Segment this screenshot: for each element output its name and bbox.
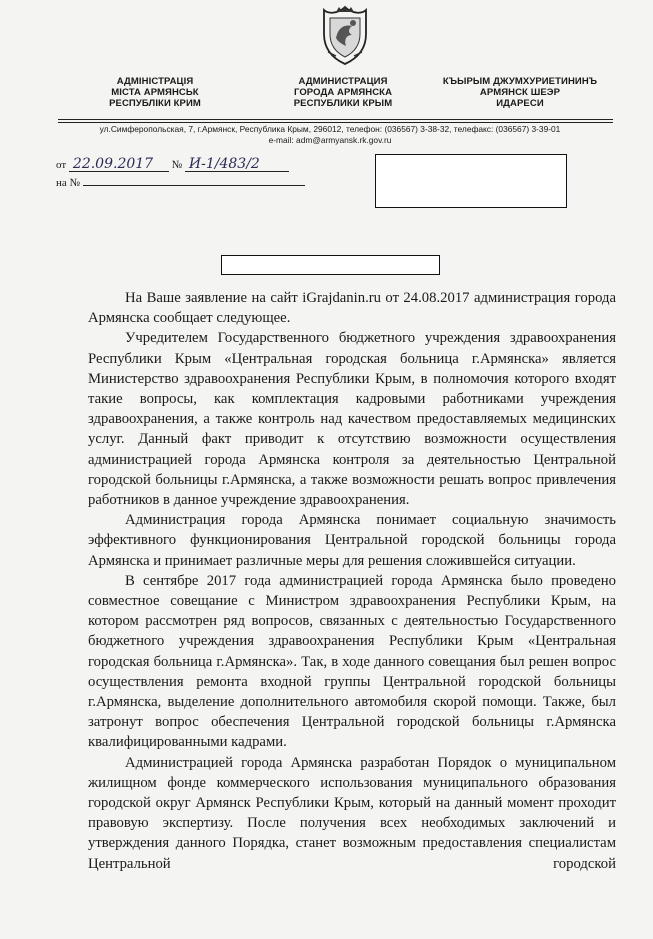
header-divider — [58, 119, 613, 120]
header-ukrainian — [60, 76, 250, 109]
header-crimean-tatar — [425, 76, 615, 109]
header-center-line: АДМИНИСТРАЦИЯ — [298, 76, 388, 87]
ref-blank-line — [83, 175, 305, 186]
date-value: 22.09.2017 — [69, 157, 169, 172]
incoming-reference — [56, 175, 305, 189]
date-label: от — [56, 159, 67, 171]
number-label: № — [171, 159, 183, 171]
header-center-line: РЕСПУБЛИКИ КРЫМ — [293, 98, 393, 109]
email-line: e-mail: adm@armyansk.rk.gov.ru — [268, 135, 392, 145]
outgoing-reference — [56, 157, 289, 172]
header-right-line: АРМЯНСК ШЕЭР — [479, 87, 561, 98]
header-russian — [248, 76, 438, 109]
header-center-line: ГОРОДА АРМЯНСКА — [293, 87, 393, 98]
body-paragraph: Учредителем Государственного бюджетного учреждения здравоохранения Республики Крым «Центральная городская больница г.Армянска» является Министерство здравоохранения Республики Крым, в полномочия которого входят такие вопросы, как комплектация кадровыми работниками учреждения здравоохранения, а также контроль над качеством предоставляемых медицинских услуг. Данный факт приводит к отсутствию возможности осуществления администрацией города Армянска контроля за деятельностью Центральной городской больницы г.Армянска, а также возможности решать вопрос привлечения работников в данное учреждение здравоохранения. — [88, 330, 616, 509]
number-value: И-1/483/2 — [185, 157, 289, 172]
header-right-line: ИДАРЕСИ — [496, 98, 544, 109]
redacted-salutation-box — [221, 255, 440, 275]
ref-label: на № — [56, 177, 81, 189]
header-divider-thin — [58, 122, 613, 123]
crimea-coat-of-arms-icon — [322, 4, 368, 66]
address-line: ул.Симферопольская, 7, г.Армянск, Республика Крым, 296012, телефон: (036567) 3-38-32, телефакс: (036567) 3-39-01 — [99, 124, 561, 134]
body-paragraph: На Ваше заявление на сайт iGrajdanin.ru от 24.08.2017 администрация города Армянска сообщает следующее. — [88, 290, 616, 327]
body-paragraph: В сентябре 2017 года администрацией города Армянска было проведено совместное совещание с Министром здравоохранения Республики Крым, на котором рассмотрен ряд вопросов, связанных с деятельностью Государственного бюджетного учреждения здравоохранения Республики Крым «Центральная городская больница г.Армянска». Так, в ходе данного совещания был решен вопрос осуществления ремонта входной группы Центральной городской больницы г.Армянска, выделение дополнительного автомобиля скорой помощи. Также, был затронут вопрос обеспечения Центральной городской больницы г.Армянска квалифицированными кадрами. — [88, 572, 616, 751]
header-left-line: РЕСПУБЛІКИ КРИМ — [109, 98, 201, 109]
body-paragraph: Администрация города Армянска понимает социальную значимость эффективного функционирования Центральной городской больницы города Армянска и принимает различные меры для решения сложившейся ситуации. — [88, 512, 616, 569]
redacted-recipient-box — [375, 154, 567, 208]
header-left-line: МІСТА АРМЯНСЬК — [111, 87, 199, 98]
body-paragraph: Администрацией города Армянска разработан Порядок о муниципальном жилищном фонде коммерческого использования муниципального образования городской округ Армянск Республики Крым, который на данный момент проходит правовую экспертизу. После получения всех необходимых заключений и утверждения данного Порядка, станет возможным предоставления специалистам Центральной городской — [88, 754, 616, 872]
header-right-line: КЪЫРЫМ ДЖУМХУРИЕТИНИНЪ — [442, 76, 598, 87]
letter-body — [88, 288, 616, 874]
header-left-line: АДМІНІСТРАЦІЯ — [116, 76, 194, 87]
